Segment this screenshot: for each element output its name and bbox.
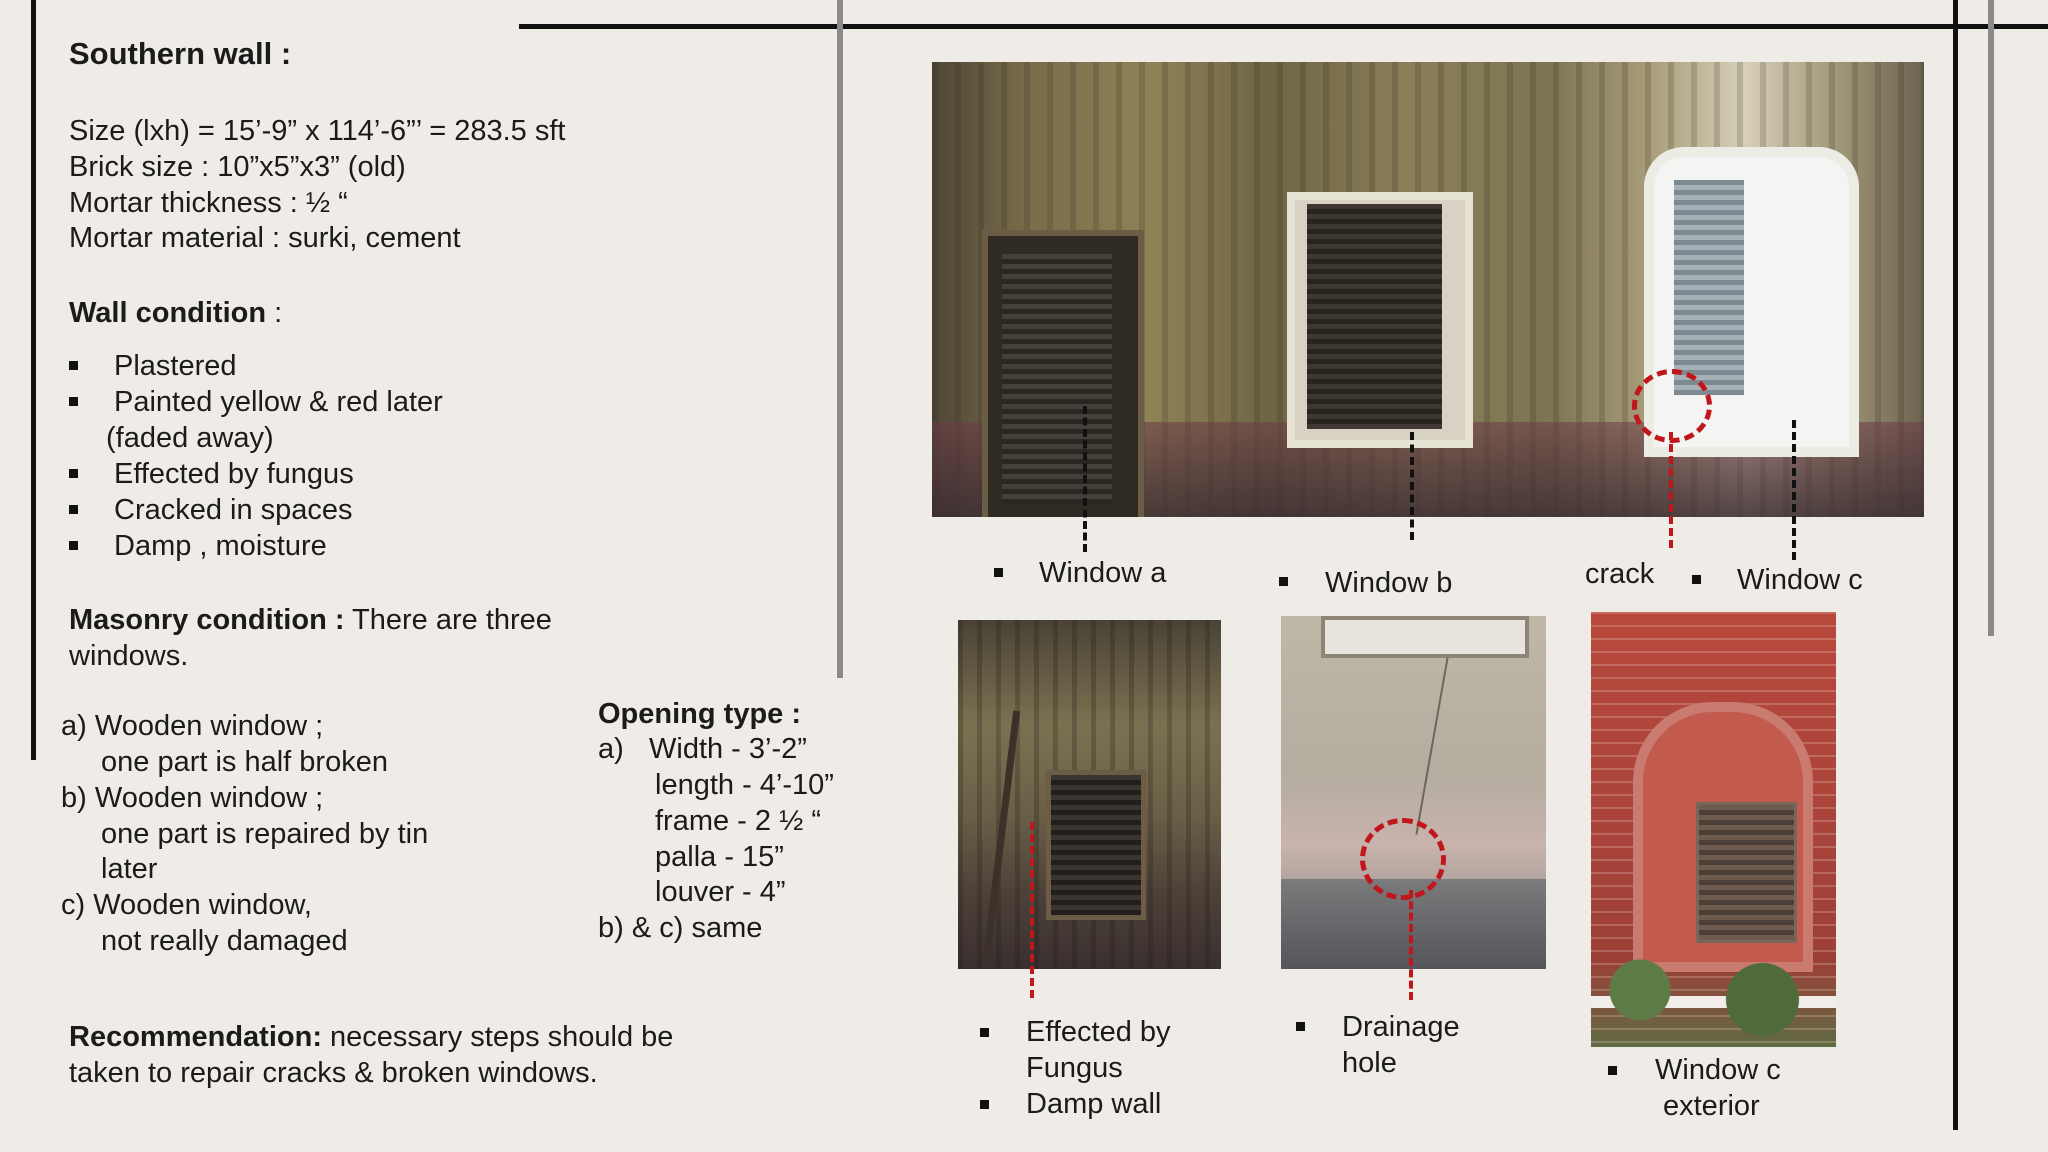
caption-damp-wall: Damp wall [1026, 1088, 1162, 1120]
southern-wall-photo [932, 62, 1924, 517]
foreground-plants [1591, 952, 1836, 1047]
drainage-crack [1415, 657, 1448, 835]
bullet-marker [69, 469, 78, 478]
fungus-pointer-line [1030, 822, 1034, 998]
caption-window-a: Window a [1039, 557, 1167, 589]
window-c-pointer-line [1792, 420, 1796, 560]
list-item: a) Wooden window ; [61, 710, 324, 742]
list-item: c) Wooden window, [61, 889, 312, 921]
top-rule-line [519, 24, 2048, 29]
list-item: Damp , moisture [114, 530, 327, 562]
recommendation-label: Recommendation: [69, 1021, 322, 1053]
masonry-condition-text: There are three [344, 604, 552, 636]
list-item: Painted yellow & red later [114, 386, 443, 418]
bullet-marker [1608, 1066, 1617, 1075]
masonry-condition-label: Masonry condition : [69, 604, 345, 636]
caption-drainage-line1: Drainage [1342, 1011, 1460, 1043]
recommendation-line1 [69, 1019, 673, 1055]
drainage-pointer-line [1409, 890, 1413, 1000]
caption-window-b: Window b [1325, 567, 1453, 599]
spec-brick: Brick size : 10”x5”x3” (old) [69, 151, 406, 183]
opening-line: frame - 2 ½ “ [655, 805, 821, 837]
list-item: one part is repaired by tin [101, 818, 429, 850]
masonry-condition-line1 [69, 602, 552, 638]
spec-mortar-material: Mortar material : surki, cement [69, 222, 461, 254]
list-item: Plastered [114, 350, 237, 382]
bullet-marker [980, 1028, 989, 1037]
drainage-marker-circle [1360, 818, 1446, 900]
list-item: Effected by fungus [114, 458, 354, 490]
opening-a-label: a) [598, 733, 624, 765]
spec-size: Size (lxh) = 15’-9” x 114’-6”’ = 283.5 sft [69, 115, 566, 147]
window-a-louvers [1002, 254, 1112, 504]
fungus-window [1046, 770, 1146, 920]
window-b-pointer-line [1410, 432, 1414, 540]
masonry-condition-line2: windows. [69, 640, 189, 672]
wall-condition-label: Wall condition [69, 297, 267, 329]
list-item: b) Wooden window ; [61, 782, 324, 814]
opening-type-heading: Opening type : [598, 698, 801, 730]
opening-line: louver - 4” [655, 876, 786, 908]
fungus-photo [958, 620, 1221, 969]
caption-drainage-line2: hole [1342, 1047, 1397, 1079]
bullet-marker [994, 568, 1003, 577]
recommendation-text: necessary steps should be [321, 1021, 674, 1053]
list-item: Cracked in spaces [114, 494, 353, 526]
caption-fungus-line2: Fungus [1026, 1052, 1123, 1084]
drainage-window-sill [1321, 616, 1529, 658]
crack-marker-circle [1632, 369, 1712, 443]
bullet-marker [69, 541, 78, 550]
wall-condition-colon: : [266, 297, 283, 329]
page-title: Southern wall : [69, 36, 292, 71]
window-a-pointer-line [1083, 406, 1087, 552]
list-item: later [101, 853, 158, 885]
bullet-marker [980, 1100, 989, 1109]
bullet-marker [69, 505, 78, 514]
bullet-marker [1296, 1022, 1305, 1031]
opening-bc-line: b) & c) same [598, 912, 763, 944]
caption-crack: crack [1585, 558, 1655, 590]
list-item: not really damaged [101, 925, 348, 957]
bullet-marker [69, 397, 78, 406]
caption-fungus-line1: Effected by [1026, 1016, 1171, 1048]
bullet-marker [69, 361, 78, 370]
right-edge-gray-line [1988, 0, 1994, 636]
opening-line: length - 4’-10” [655, 769, 834, 801]
wall-condition-heading [69, 295, 282, 331]
caption-window-c-exterior-line1: Window c [1655, 1054, 1781, 1086]
drainage-photo [1281, 616, 1546, 969]
caption-window-c: Window c [1737, 564, 1863, 596]
recommendation-line2: taken to repair cracks & broken windows. [69, 1057, 598, 1089]
list-item-continuation: (faded away) [106, 422, 274, 454]
bullet-marker [1692, 575, 1701, 584]
caption-window-c-exterior-line2: exterior [1663, 1090, 1760, 1122]
window-c-shutter [1674, 180, 1744, 395]
bullet-marker [1279, 577, 1288, 586]
spec-mortar-thickness: Mortar thickness : ½ “ [69, 187, 348, 219]
window-c-exterior-photo [1591, 612, 1836, 1047]
crack-pointer-line [1669, 432, 1673, 548]
list-item: one part is half broken [101, 746, 388, 778]
right-border-line [1953, 0, 1958, 1130]
opening-line: palla - 15” [655, 841, 784, 873]
left-border-line [31, 0, 36, 760]
window-b-shutters [1307, 204, 1442, 429]
exterior-shutters [1696, 802, 1797, 943]
opening-line: Width - 3’-2” [649, 733, 807, 765]
center-divider-line [837, 0, 843, 678]
